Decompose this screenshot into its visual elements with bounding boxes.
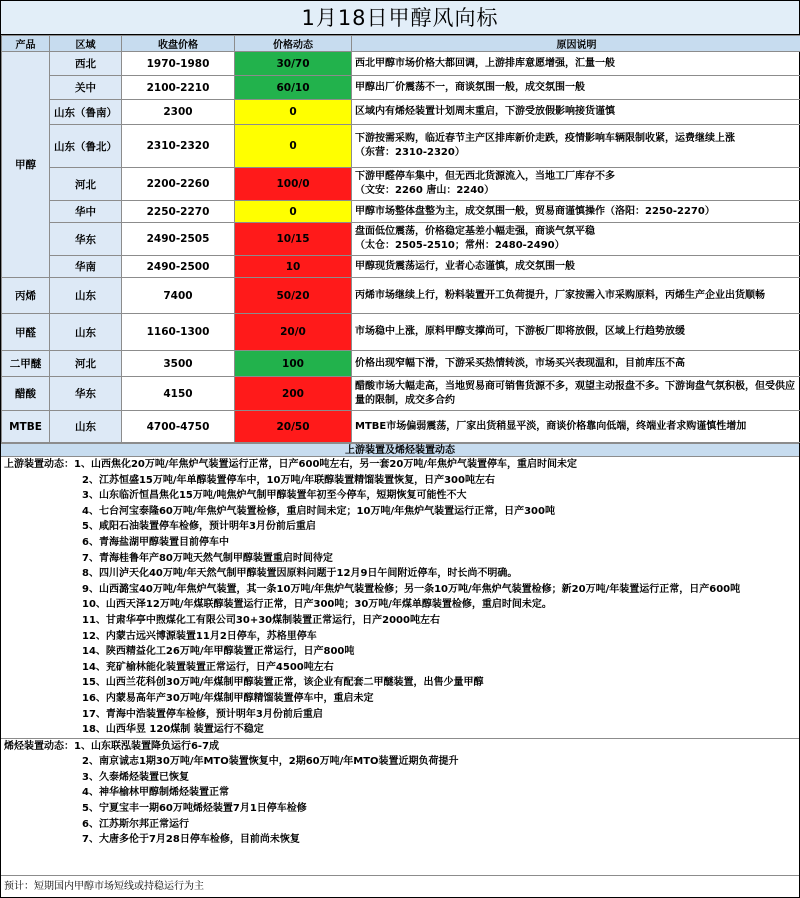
table-row (2, 411, 800, 443)
list-item: 14、陕西精益化工26万吨/年甲醇装置正常运行，日产800吨 (82, 646, 355, 658)
header-reason: 原因说明 (352, 36, 800, 52)
reason-cell (352, 223, 800, 256)
upstream-label: 上游装置动态： (4, 459, 74, 470)
region-cell: 山东 (50, 278, 122, 314)
region-cell: 西北 (50, 52, 122, 76)
product-cell: 甲醇 (2, 52, 50, 278)
reason-cell (352, 76, 800, 100)
list-item: 7、大唐多伦于7月28日停车检修，目前尚未恢复 (82, 834, 300, 846)
header-product: 产品 (2, 36, 50, 52)
table-row (2, 52, 800, 76)
reason-cell (352, 351, 800, 377)
region-cell: 关中 (50, 76, 122, 100)
list-item: 4、七台河宝泰隆60万吨/年焦炉气装置检修，重启时间未定；10万吨/年焦炉气装置运行正常，日产300吨 (82, 505, 555, 517)
product-cell: 醋酸 (2, 377, 50, 411)
reason-cell (352, 411, 800, 443)
reason-text: （文安：2260 唐山：2240） (355, 185, 495, 196)
list-item: 3、久泰烯烃装置已恢复 (82, 771, 189, 783)
olefin-block (1, 738, 799, 848)
reason-text: （东营：2310-2320） (355, 147, 465, 158)
list-item: 12、内蒙古远兴博源装置11月2日停车，苏格里停车 (82, 630, 317, 642)
reason-text: 价格出现窄幅下滑，下游采买热情转淡，市场买兴表现温和，目前库压不高 (355, 357, 685, 369)
list-item: 16、内蒙易高年产30万吨/年煤制甲醇精馏装置停车中，重启未定 (82, 692, 374, 704)
header-price: 收盘价格 (122, 36, 235, 52)
list-item: 5、咸阳石油装置停车检修，预计明年3月份前后重启 (82, 521, 316, 533)
table-row (2, 168, 800, 201)
reason-text: 甲醇市场整体盘整为主，成交氛围一般，贸易商谨慎操作（洛阳：2250-2270） (355, 205, 715, 217)
reason-cell (352, 377, 800, 411)
reason-cell (352, 168, 800, 201)
price-cell: 1970-1980 (122, 52, 235, 76)
region-cell: 山东 (50, 411, 122, 443)
table-row (2, 256, 800, 278)
forecast-note: 预计：短期国内甲醇市场短线或持稳运行为主 (1, 875, 799, 897)
dynamic-cell: 100 (235, 351, 352, 377)
product-cell: 丙烯 (2, 278, 50, 314)
price-table (1, 35, 800, 443)
reason-text: 甲醇出厂价震荡不一，商谈氛围一般，成交氛围一般 (355, 81, 585, 93)
price-cell: 4700-4750 (122, 411, 235, 443)
price-cell: 2200-2260 (122, 168, 235, 201)
region-cell: 河北 (50, 168, 122, 201)
table-row (2, 314, 800, 351)
list-item: 3、山东临沂恒昌焦化15万吨/吨焦炉气制甲醇装置年初至今停车，短期恢复可能性不大 (82, 490, 467, 502)
dynamic-cell: 30/70 (235, 52, 352, 76)
region-cell: 山东（鲁南） (50, 100, 122, 125)
page-title: 1月18日甲醇风向标 (1, 1, 799, 35)
reason-cell (352, 201, 800, 223)
dynamic-cell: 0 (235, 100, 352, 125)
reason-text: 区域内有烯烃装置计划周末重启，下游受放假影响接货谨慎 (355, 106, 615, 117)
dynamic-cell: 0 (235, 201, 352, 223)
price-cell: 2250-2270 (122, 201, 235, 223)
dynamic-cell: 100/0 (235, 168, 352, 201)
list-item: 7、青海桂鲁年产80万吨天然气制甲醇装置重启时间待定 (82, 552, 333, 564)
price-cell: 1160-1300 (122, 314, 235, 351)
list-item: 4、神华榆林甲醇制烯烃装置正常 (82, 787, 229, 799)
list-item: 6、青海盐湖甲醇装置目前停车中 (82, 536, 229, 548)
reason-cell (352, 256, 800, 278)
list-item: 6、江苏斯尔邦正常运行 (82, 818, 189, 830)
product-cell: 甲醛 (2, 314, 50, 351)
upstream-block (1, 457, 799, 738)
price-cell: 2100-2210 (122, 76, 235, 100)
list-item: 9、山西潞宝40万吨/年焦炉气装置，其一条10万吨/年焦炉气装置检修；另一条10万吨/年焦炉气装置检修；新20万吨/年装置运行正常，日产600吨 (82, 583, 741, 595)
list-item: 2、江苏恒盛15万吨/年单醇装置停车中，10万吨/年联醇装置精馏装置恢复，日产300吨左右 (82, 474, 495, 486)
dynamic-cell: 0 (235, 125, 352, 168)
price-cell: 7400 (122, 278, 235, 314)
reason-text: 醋酸市场大幅走高，当地贸易商可销售货源不多，观望主动报盘不多。下游询盘气氛积极，但受供应量的限制，成交多合约 (355, 380, 795, 406)
table-row (2, 76, 800, 100)
table-row (2, 125, 800, 168)
region-cell: 华南 (50, 256, 122, 278)
reason-cell (352, 125, 800, 168)
reason-text: MTBE市场偏弱震荡，厂家出货稍显平淡，商谈价格靠向低端，终端业者求购谨慎性增加 (355, 420, 747, 432)
price-cell: 3500 (122, 351, 235, 377)
section-title: 上游装置及烯烃装置动态 (1, 443, 799, 457)
list-item: 17、青海中浩装置停车检修，预计明年3月份前后重启 (82, 708, 323, 720)
price-cell: 2310-2320 (122, 125, 235, 168)
region-cell: 华中 (50, 201, 122, 223)
list-item: 15、山西兰花科创30万吨/年煤制甲醇装置正常，该企业有配套二甲醚装置，出售少量甲醇 (82, 677, 484, 689)
table-row (2, 377, 800, 411)
product-cell: MTBE (2, 411, 50, 443)
price-cell: 4150 (122, 377, 235, 411)
olefin-label: 烯烃装置动态： (4, 740, 74, 752)
list-item: 5、宁夏宝丰一期60万吨烯烃装置7月1日停车检修 (82, 803, 307, 815)
table-row (2, 100, 800, 125)
reason-text: 市场稳中上涨，原料甲醇支撑尚可，下游板厂即将放假，区域上行趋势放缓 (355, 326, 685, 337)
reason-cell (352, 52, 800, 76)
table-row (2, 201, 800, 223)
reason-text: （太仓：2505-2510；常州：2480-2490） (355, 240, 565, 251)
table-header-row (2, 36, 800, 52)
list-item: 2、南京诚志1期30万吨/年MTO装置恢复中，2期60万吨/年MTO装置近期负荷提升 (82, 756, 459, 768)
dynamic-cell: 20/50 (235, 411, 352, 443)
region-cell: 山东（鲁北） (50, 125, 122, 168)
product-cell: 二甲醚 (2, 351, 50, 377)
reason-cell (352, 100, 800, 125)
list-item: 10、山西天泽12万吨/年煤联醇装置运行正常，日产300吨；30万吨/年煤单醇装置检修，重启时间未定。 (82, 599, 552, 611)
region-cell: 华东 (50, 223, 122, 256)
list-item: 18、山西华昱 120煤制 装置运行不稳定 (82, 724, 264, 736)
list-item: 烯烃装置动态：1、山东联泓装置降负运行6-7成 (4, 740, 220, 752)
list-item: 上游装置动态：1、山西焦化20万吨/年焦炉气装置运行正常，日产600吨左右，另一套20万吨/年焦炉气装置停车，重启时间未定 (4, 459, 577, 470)
table-row (2, 351, 800, 377)
list-item: 11、甘肃华亭中煦煤化工有限公司30+30煤制装置正常运行，日产2000吨左右 (82, 614, 440, 626)
reason-cell (352, 314, 800, 351)
reason-text: 下游甲醛停车集中，但无西北货源流入，当地工厂库存不多 (355, 171, 615, 182)
dynamic-cell: 60/10 (235, 76, 352, 100)
dynamic-cell: 200 (235, 377, 352, 411)
reason-text: 下游按需采购，临近春节主产区排库新价走跌，疫情影响车辆限制收紧，运费继续上涨 (355, 133, 735, 144)
list-item: 8、四川泸天化40万吨/年天然气制甲醇装置因原料问题于12月9日午间附近停车，时长尚不明确。 (82, 568, 518, 580)
price-cell: 2490-2500 (122, 256, 235, 278)
reason-text: 西北甲醇市场价格大都回调，上游排库意愿增强，汇量一般 (355, 57, 615, 69)
reason-text: 丙烯市场继续上行，粉料装置开工负荷提升，厂家按需入市采购原料，丙烯生产企业出货顺畅 (355, 289, 765, 301)
dynamic-cell: 10 (235, 256, 352, 278)
header-dynamic: 价格动态 (235, 36, 352, 52)
table-row (2, 278, 800, 314)
region-cell: 华东 (50, 377, 122, 411)
header-region: 区域 (50, 36, 122, 52)
region-cell: 河北 (50, 351, 122, 377)
reason-cell (352, 278, 800, 314)
dynamic-cell: 20/0 (235, 314, 352, 351)
reason-text: 甲醇现货震荡运行，业者心态谨慎，成交氛围一般 (355, 260, 575, 272)
table-row (2, 223, 800, 256)
reason-text: 盘面低位震荡，价格稳定基差小幅走强，商谈气氛平稳 (355, 226, 595, 237)
region-cell: 山东 (50, 314, 122, 351)
dynamic-cell: 50/20 (235, 278, 352, 314)
price-cell: 2490-2505 (122, 223, 235, 256)
dynamic-cell: 10/15 (235, 223, 352, 256)
list-item: 14、兖矿榆林能化装置装置正常运行，日产4500吨左右 (82, 661, 334, 673)
price-cell: 2300 (122, 100, 235, 125)
